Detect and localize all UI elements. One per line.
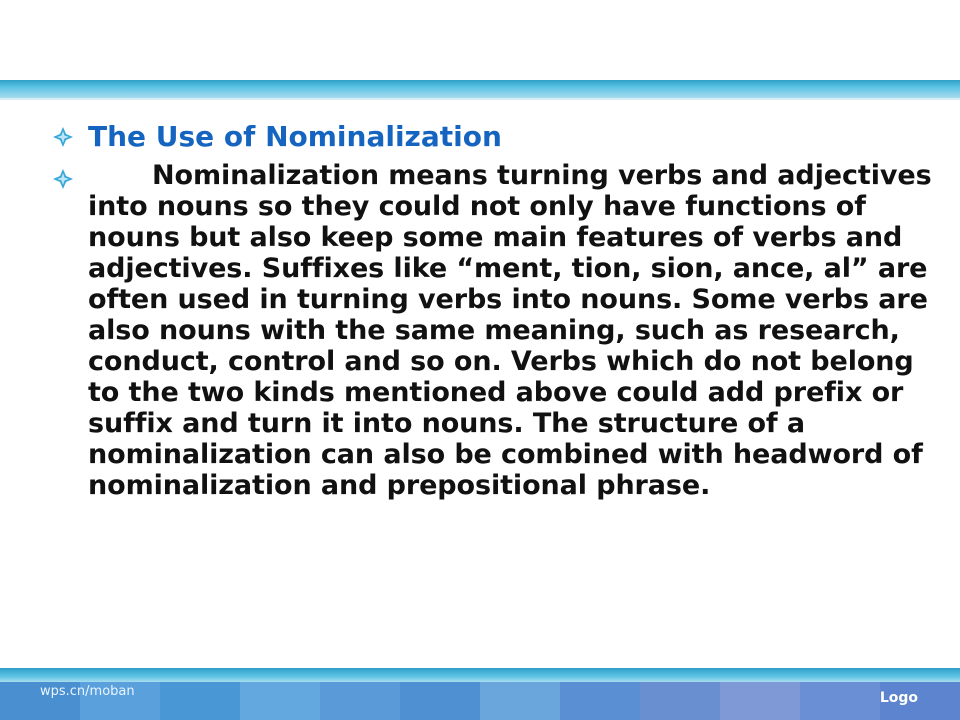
top-accent-band — [0, 80, 960, 98]
top-accent-line — [0, 98, 960, 100]
bullet-item-body — [52, 160, 932, 501]
footer-logo: Logo — [879, 690, 918, 706]
slide-heading: The Use of Nominalization — [88, 120, 502, 153]
diamond-bullet-icon — [52, 160, 88, 190]
slide-content — [52, 118, 932, 501]
body-paragraph: Nominalization means turning verbs and adjectives into nouns so they could not only have functions of nouns but also keep some main features of verbs and adjectives. Suffixes like “ment, tion, sion, ance, al” are often used in turning verbs into nouns. Some verbs are also nouns with the same meaning, such as research, conduct, control and so on. Verbs which do not belong to the two kinds mentioned above could add prefix or suffix and turn it into nouns. The structure of a nominalization can also be combined with headword of nominalization and prepositional phrase. — [88, 160, 932, 501]
diamond-bullet-icon — [52, 118, 88, 148]
bottom-accent-band — [0, 668, 960, 682]
footer-bar — [0, 682, 960, 720]
bullet-item-heading — [52, 118, 932, 156]
footer-url: wps.cn/moban — [40, 684, 135, 699]
